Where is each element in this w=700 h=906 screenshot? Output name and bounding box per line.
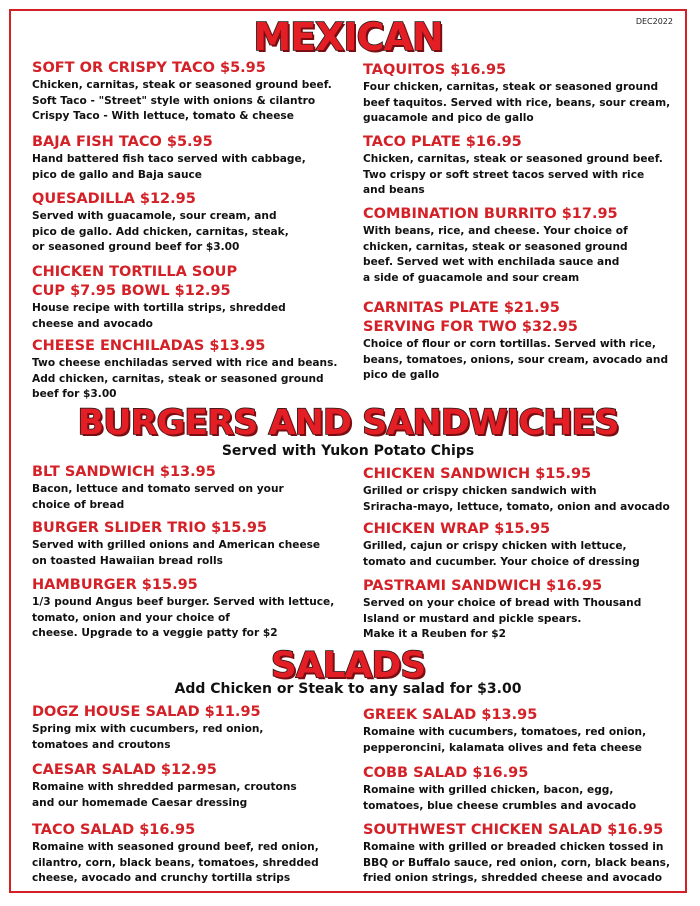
item-name: TAQUITOS $16.95 — [363, 62, 507, 78]
item-description: Served on your choice of bread with Thousand Island or mustard and pickle spears. Make it a Reuben for $2 — [363, 597, 642, 640]
menu-item — [363, 577, 683, 643]
menu-item — [363, 821, 683, 887]
section-title-burgers: BURGERS AND SANDWICHES — [77, 403, 619, 443]
menu-item — [32, 59, 352, 125]
menu-item — [32, 463, 352, 513]
item-name: HAMBURGER $15.95 — [32, 577, 198, 593]
menu-item — [363, 133, 683, 199]
item-description: Hand battered fish taco served with cabbage, pico de gallo and Baja sauce — [32, 153, 306, 181]
item-description: Served with guacamole, sour cream, and pico de gallo. Add chicken, carnitas, steak, or seasoned ground beef for $3.00 — [32, 210, 289, 253]
item-name: TACO SALAD $16.95 — [32, 822, 196, 838]
item-name: BLT SANDWICH $13.95 — [32, 464, 216, 480]
item-name: QUESADILLA $12.95 — [32, 191, 196, 207]
section-subtitle-burgers: Served with Yukon Potato Chips — [221, 443, 475, 459]
item-description: House recipe with tortilla strips, shredded cheese and avocado — [32, 302, 286, 330]
menu-item — [363, 706, 683, 756]
item-name: CHICKEN SANDWICH $15.95 — [363, 466, 592, 482]
menu-code: DEC2022 — [635, 17, 673, 26]
menu-item — [32, 133, 352, 183]
item-description: Two cheese enchiladas served with rice and beans. Add chicken, carnitas, steak or seasoned ground beef for $3.00 — [32, 357, 338, 400]
item-description: Romaine with shredded parmesan, croutons and our homemade Caesar dressing — [32, 781, 297, 809]
menu-item — [363, 764, 683, 814]
menu-item — [363, 205, 683, 286]
item-name: DOGZ HOUSE SALAD $11.95 — [32, 704, 261, 720]
item-name: CARNITAS PLATE $21.95 — [363, 300, 560, 316]
item-description: Romaine with grilled or breaded chicken tossed in BBQ or Buffalo sauce, red onion, corn, black beans, fried onion strings, shredded cheese and avocado — [363, 841, 671, 884]
item-name: COMBINATION BURRITO $17.95 — [363, 206, 618, 222]
item-description: Grilled or crispy chicken sandwich with Sriracha-mayo, lettuce, tomato, onion and avocado — [363, 485, 670, 513]
item-name: CAESAR SALAD $12.95 — [32, 762, 217, 778]
item-description: Romaine with seasoned ground beef, red onion, cilantro, corn, black beans, tomatoes, shredded cheese, avocado and crunchy tortilla strips — [32, 841, 319, 884]
item-name: BURGER SLIDER TRIO $15.95 — [32, 520, 268, 536]
item-description: Spring mix with cucumbers, red onion, tomatoes and croutons — [32, 723, 264, 751]
section-title-mexican: MEXICAN — [253, 15, 443, 59]
menu-item — [32, 761, 352, 811]
item-name: BAJA FISH TACO $5.95 — [32, 134, 213, 150]
menu-item — [32, 519, 352, 569]
item-description: Four chicken, carnitas, steak or seasoned ground beef taquitos. Served with rice, beans, sour cream, guacamole and pico de gallo — [363, 81, 671, 124]
item-name: SOUTHWEST CHICKEN SALAD $16.95 — [363, 822, 664, 838]
item-name: PASTRAMI SANDWICH $16.95 — [363, 578, 603, 594]
item-description: 1/3 pound Angus beef burger. Served with lettuce, tomato, onion and your choice of cheese. Upgrade to a veggie patty for $2 — [32, 596, 335, 639]
menu-item — [32, 263, 352, 332]
item-price: CUP $7.95 BOWL $12.95 — [32, 283, 231, 299]
item-name: GREEK SALAD $13.95 — [363, 707, 538, 723]
menu-page — [9, 9, 687, 893]
item-name: SOFT OR CRISPY TACO $5.95 — [32, 60, 266, 76]
menu-item — [32, 337, 352, 403]
item-description: Romaine with cucumbers, tomatoes, red onion, pepperoncini, kalamata olives and feta cheese — [363, 726, 647, 754]
menu-item — [363, 61, 683, 127]
item-description: Chicken, carnitas, steak or seasoned ground beef. Two crispy or soft street tacos served with rice and beans — [363, 153, 663, 196]
item-name: TACO PLATE $16.95 — [363, 134, 522, 150]
menu-item — [32, 190, 352, 256]
item-name: CHICKEN TORTILLA SOUP — [32, 264, 238, 280]
section-subtitle-salads: Add Chicken or Steak to any salad for $3.00 — [174, 681, 522, 697]
item-name: COBB SALAD $16.95 — [363, 765, 529, 781]
menu-item — [32, 703, 352, 753]
menu-item — [32, 821, 352, 887]
item-price: SERVING FOR TWO $32.95 — [363, 319, 578, 335]
item-description: With beans, rice, and cheese. Your choice of chicken, carnitas, steak or seasoned ground beef. Served wet with enchilada sauce and a side of guacamole and sour cream — [363, 225, 628, 284]
item-description: Romaine with grilled chicken, bacon, egg, tomatoes, blue cheese crumbles and avocado — [363, 784, 637, 812]
section-title-salads: SALADS — [270, 645, 426, 686]
item-name: CHICKEN WRAP $15.95 — [363, 521, 551, 537]
menu-item — [363, 465, 683, 515]
menu-item — [32, 576, 352, 642]
item-description: Choice of flour or corn tortillas. Served with rice, beans, tomatoes, onions, sour cream, avocado and pico de gallo — [363, 338, 669, 381]
item-description: Grilled, cajun or crispy chicken with lettuce, tomato and cucumber. Your choice of dressing — [363, 540, 640, 568]
menu-item — [363, 520, 683, 570]
item-description: Bacon, lettuce and tomato served on your choice of bread — [32, 483, 284, 511]
item-description: Served with grilled onions and American cheese on toasted Hawaiian bread rolls — [32, 539, 321, 567]
menu-item — [363, 299, 683, 384]
item-description: Chicken, carnitas, steak or seasoned ground beef. Soft Taco - "Street" style with onions & cilantro Crispy Taco - With lettuce, tomato & cheese — [32, 79, 332, 122]
item-name: CHEESE ENCHILADAS $13.95 — [32, 338, 266, 354]
